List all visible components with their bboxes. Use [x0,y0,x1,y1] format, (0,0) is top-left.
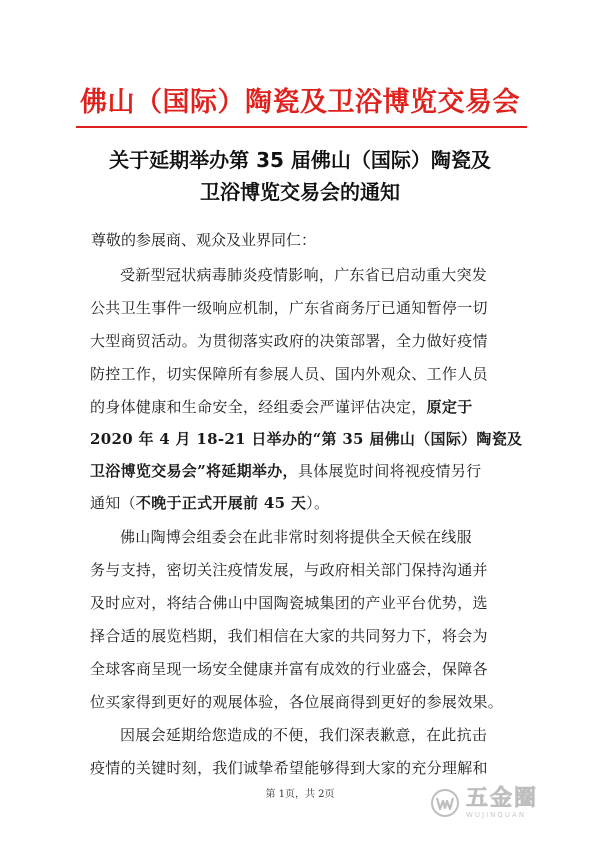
paragraph-2-line-2: 务与支持，密切关注疫情发展，与政府相关部门保持沟通并 [90,561,488,579]
paragraph-1-line-5-text: 的身体健康和生命安全，经组委会严谨评估决定， [90,398,427,416]
paragraph-2-line-6: 位买家得到更好的观展体验，各位展商得到更好的参展效果。 [90,693,504,711]
notice-title-line-1: 关于延期举办第 35 届佛山（国际）陶瓷及 [109,148,491,172]
page-number-footer: 第 1页，共 2页 [265,789,335,800]
salutation: 尊敬的参展商、观众及业界同仁： [91,231,317,249]
paragraph-2-line-1: 佛山陶博会组委会在此非常时刻将提供全天候在线服 [120,528,472,546]
paragraph-1-line-8-bold: 不晚于正式开展前 45 天 [135,494,307,512]
paragraph-1-line-4: 防控工作，切实保障所有参展人员、国内外观众、工作人员 [90,365,488,383]
header-red-divider [76,126,527,128]
paragraph-2-line-3: 及时应对，将结合佛山中国陶瓷城集团的产业平台优势，选 [90,594,488,612]
paragraph-1-line-1: 受新型冠状病毒肺炎疫情影响，广东省已启动重大突发 [120,266,488,284]
paragraph-2-line-5: 全球客商呈现一场安全健康并富有成效的行业盛会，保障各 [90,660,488,678]
notice-title-line-2: 卫浴博览交易会的通知 [200,180,400,204]
organization-header-title: 佛山（国际）陶瓷及卫浴博览交易会 [80,87,520,118]
paragraph-1-line-3: 大型商贸活动。为贯彻落实政府的决策部署，全力做好疫情 [90,332,488,350]
watermark-text-group [466,785,539,819]
paragraph-2-line-4: 择合适的展览档期，我们相信在大家的共同努力下，将会为 [90,627,488,645]
paragraph-1-line-8 [90,492,329,513]
notice-title [60,144,540,208]
paragraph-3-line-2: 疫情的关键时刻，我们诚挚希望能够得到大家的充分理解和 [90,759,488,777]
paragraph-1-line-5-bold: 原定于 [426,398,473,416]
paragraph-3-line-1: 因展会延期给您造成的不便，我们深表歉意，在此抗击 [120,726,488,744]
watermark-subtext: WUJINQUAN [466,810,527,819]
paragraph-1-line-7 [90,460,481,481]
paragraph-1-line-8-end: ）。 [306,494,330,512]
paragraph-1-line-7-bold: 卫浴博览交易会”将延期举办， [90,462,298,480]
paragraph-1-line-2: 公共卫生事件一级响应机制，广东省商务厅已通知暂停一切 [90,299,488,317]
watermark-text: 五金圈 [466,785,539,811]
paragraph-1-line-6: 2020 年 4 月 18-21 日举办的“第 35 届佛山（国际）陶瓷及 [90,430,523,448]
paragraph-1-line-7-text: 具体展览时间将视疫情另行 [297,462,482,480]
paragraph-1-line-8-text: 通知（ [90,494,136,512]
paragraph-1-line-5 [90,396,473,417]
site-watermark [430,785,590,821]
wujinquan-logo-icon [430,788,460,818]
